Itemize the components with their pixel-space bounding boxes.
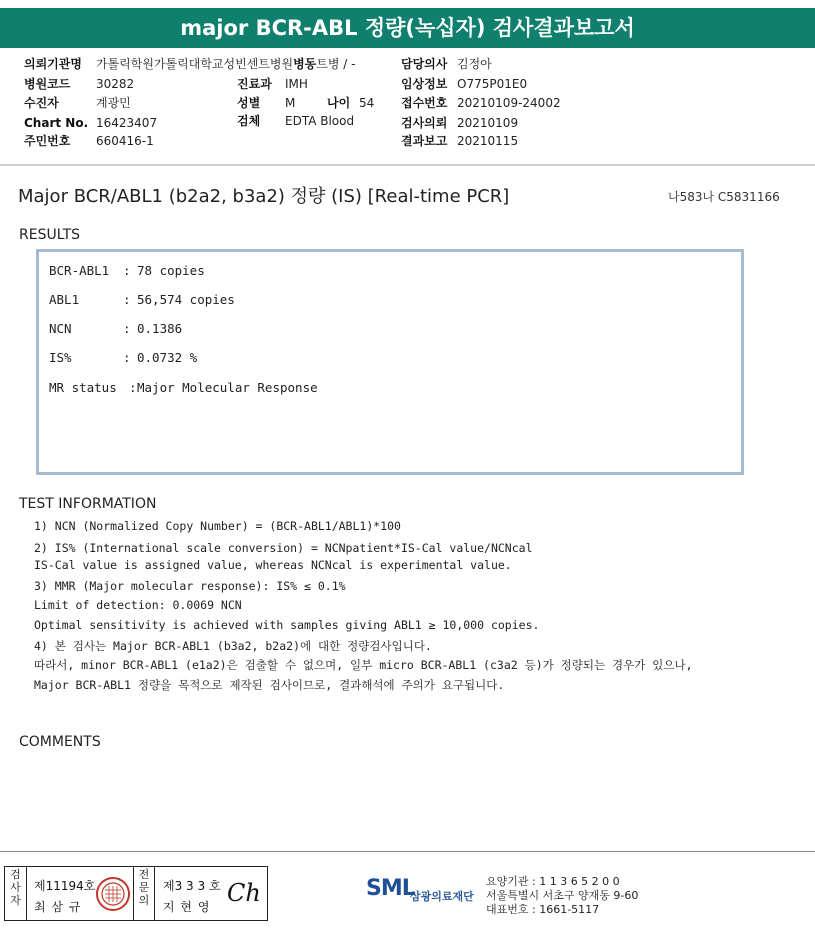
receipt-value: 20210109-24002 xyxy=(457,96,561,110)
clinical-info-label: 임상정보 xyxy=(401,77,448,91)
specimen-value: EDTA Blood xyxy=(285,114,355,128)
age-label: 나이 xyxy=(327,96,351,110)
logo-main: SML xyxy=(366,876,415,901)
sex-field xyxy=(237,96,374,110)
report-date-value: 20210115 xyxy=(457,134,519,148)
result-colon: : xyxy=(123,321,131,336)
result-row-mr-status xyxy=(49,380,318,395)
examiner-name: 최 삼 규 xyxy=(34,900,82,914)
footer-divider xyxy=(0,851,815,852)
comments-heading: COMMENTS xyxy=(19,734,101,750)
result-row-ncn xyxy=(49,321,182,336)
test-info-heading: TEST INFORMATION xyxy=(19,496,157,512)
hospital-code-label: 병원코드 xyxy=(24,77,71,91)
result-row-bcr-abl1 xyxy=(49,263,205,278)
report-date-field xyxy=(401,134,518,148)
test-info-line: 2) IS% (International scale conversion) = NCNpatient*IS-Cal value/NCNcal xyxy=(34,541,533,555)
test-info-line: 1) NCN (Normalized Copy Number) = (BCR-ABL1/ABL1)*100 xyxy=(34,519,401,533)
approver-name: 지 현 영 xyxy=(163,900,211,914)
clinical-info-value: O775P01E0 xyxy=(457,77,528,91)
org-phone: 대표번호 : 1661-5117 xyxy=(486,903,600,916)
patient-field xyxy=(24,96,131,110)
ward-value: 트병 / - xyxy=(316,57,356,71)
result-colon: : xyxy=(123,350,131,365)
examiner-label: 검사자 xyxy=(10,868,21,907)
dept-field xyxy=(237,77,308,91)
request-value: 20210109 xyxy=(457,116,519,130)
result-value: 0.0732 % xyxy=(137,350,198,365)
request-field xyxy=(401,116,518,130)
examiner-no: 제11194호 xyxy=(34,879,96,893)
report-date-label: 결과보고 xyxy=(401,134,448,148)
results-heading: RESULTS xyxy=(19,227,81,243)
institution-label: 의뢰기관명 xyxy=(24,57,82,71)
org-code: 요양기관 : 1 1 3 6 5 2 0 0 xyxy=(486,875,620,888)
receipt-field xyxy=(401,96,561,110)
test-info-line: Optimal sensitivity is achieved with samples giving ABL1 ≥ 10,000 copies. xyxy=(34,618,540,632)
chart-value: 16423407 xyxy=(96,116,158,130)
result-key: MR status xyxy=(49,380,117,395)
chart-label: Chart No. xyxy=(24,116,89,130)
clinical-info-field xyxy=(401,77,527,91)
hospital-code-value: 30282 xyxy=(96,77,135,91)
approver-label-cell xyxy=(133,867,155,920)
result-row-is xyxy=(49,350,197,365)
hospital-code-field xyxy=(24,77,134,91)
result-value: Major Molecular Response xyxy=(137,380,318,395)
dept-value: IMH xyxy=(285,77,308,91)
result-value: 56,574 copies xyxy=(137,292,235,307)
resident-label: 주민번호 xyxy=(24,134,71,148)
test-info-line: 따라서, minor BCR-ABL1 (e1a2)은 검출할 수 없으며, 일부 micro BCR-ABL1 (c3a2 등)가 정량되는 경우가 있으나, xyxy=(34,658,693,672)
specimen-label: 검체 xyxy=(237,114,261,128)
result-value: 0.1386 xyxy=(137,321,183,336)
specimen-field xyxy=(237,114,354,128)
test-info-line: IS-Cal value is assigned value, whereas NCNcal is experimental value. xyxy=(34,558,512,572)
test-info-line: 4) 본 검사는 Major BCR-ABL1 (b3a2, b2a2)에 대한 정량검사입니다. xyxy=(34,639,432,653)
test-title: Major BCR/ABL1 (b2a2, b3a2) 정량 (IS) [Real-time PCR] xyxy=(18,186,510,207)
patient-value: 계광민 xyxy=(96,96,131,110)
test-code: 나583나 C5831166 xyxy=(668,190,780,204)
seal-icon xyxy=(95,876,131,912)
ward-label: 병동 xyxy=(293,57,317,71)
examiner-label-cell xyxy=(5,867,27,920)
patient-label: 수진자 xyxy=(24,96,59,110)
receipt-label: 접수번호 xyxy=(401,96,448,110)
logo-sub: 삼광의료재단 xyxy=(410,890,474,903)
results-box xyxy=(36,249,744,475)
doctor-field xyxy=(401,57,492,71)
sex-label: 성별 xyxy=(237,96,261,110)
org-address: 서울특별시 서초구 양재동 9-60 xyxy=(486,889,639,902)
approver-no: 제3 3 3 호 xyxy=(163,879,221,893)
approver-label: 전문의 xyxy=(138,868,150,907)
result-key: BCR-ABL1 xyxy=(49,263,110,278)
result-colon: : xyxy=(123,292,131,307)
header-divider xyxy=(0,164,815,166)
signature: Ch xyxy=(227,879,261,907)
chart-field xyxy=(24,116,157,130)
result-colon: : xyxy=(129,380,137,395)
result-row-abl1 xyxy=(49,292,235,307)
result-value: 78 copies xyxy=(137,263,205,278)
signature-box xyxy=(4,866,268,921)
institution-value: 가톨릭학원가톨릭대학교성빈센트병원 xyxy=(96,57,294,71)
report-title: major BCR-ABL 정량(녹십자) 검사결과보고서 xyxy=(0,8,815,48)
age-value: 54 xyxy=(359,96,375,110)
resident-field xyxy=(24,134,154,148)
result-key: IS% xyxy=(49,350,72,365)
institution-field xyxy=(24,57,355,71)
dept-label: 진료과 xyxy=(237,77,272,91)
doctor-label: 담당의사 xyxy=(401,57,448,71)
result-key: NCN xyxy=(49,321,72,336)
sml-logo xyxy=(366,876,474,903)
result-key: ABL1 xyxy=(49,292,80,307)
doctor-value: 김정아 xyxy=(457,57,492,71)
test-info-line: 3) MMR (Major molecular response): IS% ≤ 0.1% xyxy=(34,579,346,593)
sex-value: M xyxy=(285,96,296,110)
test-info-line: Limit of detection: 0.0069 NCN xyxy=(34,598,242,612)
resident-value: 660416-1 xyxy=(96,134,154,148)
result-colon: : xyxy=(123,263,131,278)
request-label: 검사의뢰 xyxy=(401,116,448,130)
test-info-line: Major BCR-ABL1 정량을 목적으로 제작된 검사이므로, 결과해석에 주의가 요구됩니다. xyxy=(34,678,505,692)
